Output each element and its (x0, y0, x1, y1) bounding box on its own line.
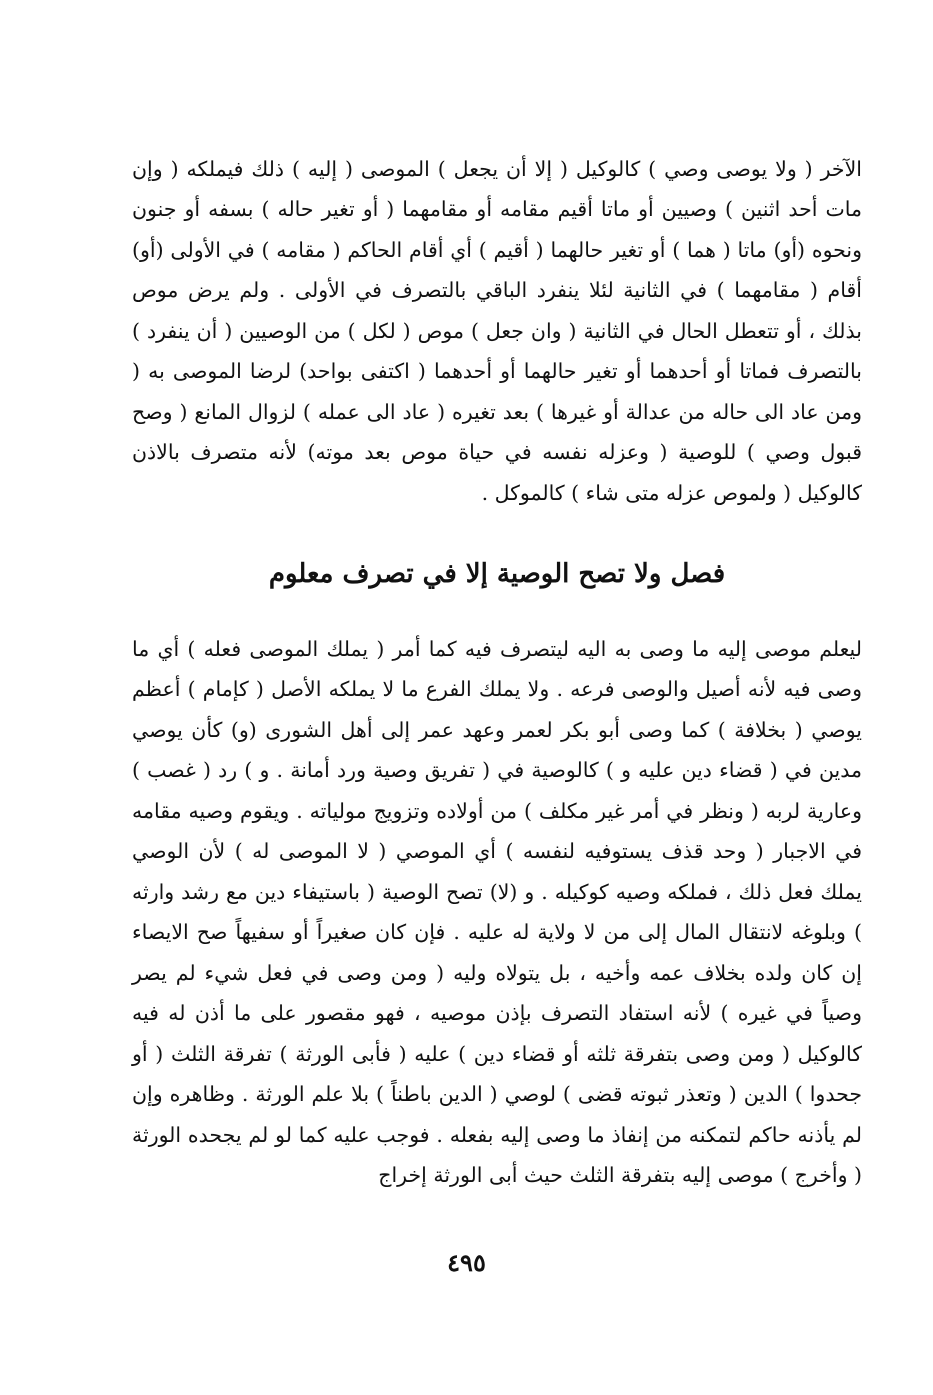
paragraph-1: الآخر ( ولا يوصى وصي ) كالوكيل ( إلا أن يجعل ) الموصى ( إليه ) ذلك فيملكه ( وإن مات أحد اثنين ) وصيين أو ماتا أقيم مقامه أو مقامهما ( أو تغير حاله ) بسفه أو جنون ونحوه (أو) ماتا ( هما ) أو تغير حالهما ( أقيم ) أي أقام الحاكم ( مقامه ) في الأولى (أو) أقام ( مقامهما ) في الثانية لئلا ينفرد الباقي بالتصرف في الأولى . ولم يرض موص بذلك ، أو تتعطل الحال في الثانية ( وان جعل ) موص ( لكل ) من الوصيين ( أن ينفرد ) بالتصرف فماتا أو أحدهما أو تغير حالهما أو أحدهما ( اكتفى بواحد) لرضا الموصى به ( ومن عاد الى حاله من عدالة أو غيرها ) بعد تغيره ( عاد الى عمله ) لزوال المانع ( وصح قبول وصي ) للوصية ( وعزله نفسه في حياة موص بعد موته) لأنه متصرف بالاذن كالوكيل ( ولموص عزله متى شاء ) كالموكل . (132, 156, 862, 505)
page-number: ٤٩٥ (447, 1248, 486, 1277)
paragraph-2: ليعلم موصى إليه ما وصى به اليه ليتصرف فيه كما أمر ( يملك الموصى فعله ) أي ما وصى فيه لأنه أصيل والوصى فرعه . ولا يملك الفرع ما لا يملكه الأصل ( كإمام ) أعظم يوصي ( بخلافة ) كما وصى أبو بكر لعمر وعهد عمر إلى أهل الشورى (و) كأن يوصي مدين في ( قضاء دين عليه و ) كالوصية في ( تفريق وصية ورد أمانة . و ) رد ( غصب ) وعارية لربه ( ونظر في أمر غير مكلف ) من أولاده وتزويج مولياته . ويقوم وصيه مقامه في الاجبار ( وحد قذف يستوفيه لنفسه ) أي الموصي ( لا الموصى له ) لأن الوصي يملك فعل ذلك ، فملكه وصيه كوكيله . و (لا) تصح الوصية ( باستيفاء دين مع رشد وارثه ) وبلوغه لانتقال المال إلى من لا ولاية له عليه . فإن كان صغيراً أو سفيهاً صح الايصاء إن كان ولده بخلاف عمه وأخيه ، بل يتولاه وليه ( ومن وصى في فعل شيء لم يصر وصياً في غيره ) لأنه استفاد التصرف بإذن موصيه ، فهو مقصور على ما أذن له فيه كالوكيل ( ومن وصى بتفرقة ثلثه أو قضاء دين ) عليه ( فأبى الورثة ) تفرقة الثلث ( أو جحدوا ) الدين ( وتعذر ثبوته قضى ) لوصي ( الدين باطناً ) بلا علم الورثة . وظاهره وإن لم يأذنه حاكم لتمكنه من إنفاذ ما وصى إليه بفعله . فوجب عليه كما لو لم يجحده الورثة ( وأخرج ) موصى إليه بتفرقة الثلث حيث أبى الورثة إخراج (132, 636, 862, 1187)
section-heading: فصل ولا تصح الوصية إلا في تصرف معلوم (268, 558, 726, 589)
